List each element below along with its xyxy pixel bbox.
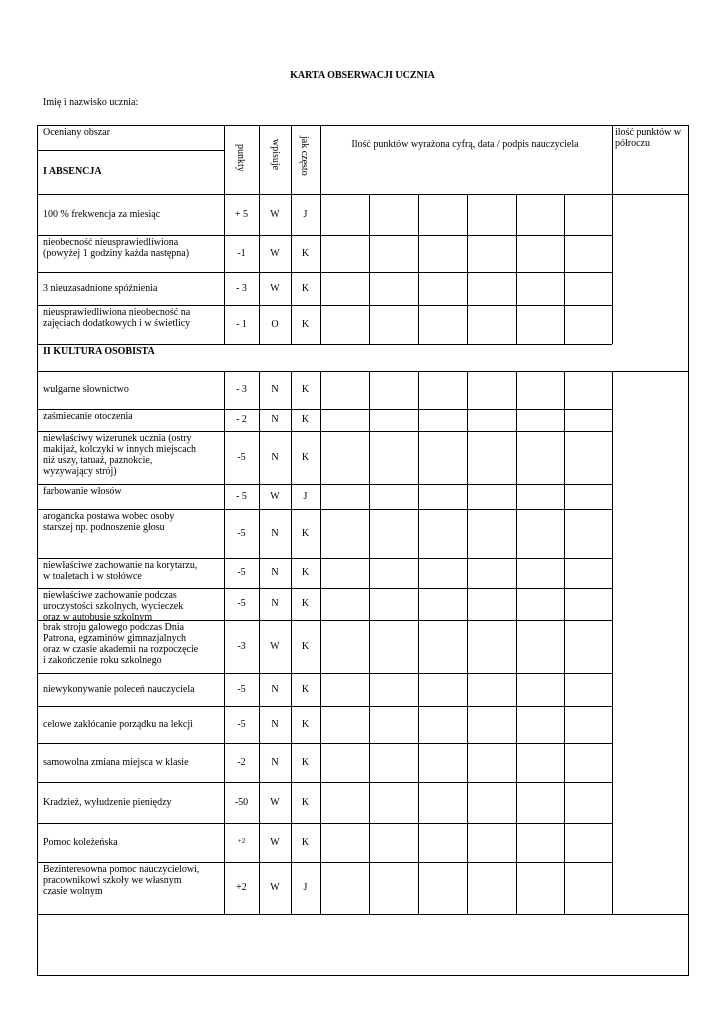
teacher-entry-cell[interactable]	[321, 510, 369, 558]
teacher-entry-cell[interactable]	[565, 621, 612, 673]
row-description	[43, 384, 129, 395]
row-frequency: K	[301, 318, 310, 330]
teacher-entry-cell[interactable]	[565, 824, 612, 862]
row-frequency: K	[301, 756, 310, 768]
teacher-entry-cell[interactable]	[468, 824, 516, 862]
teacher-entry-cell[interactable]	[419, 432, 467, 484]
row-points: -1	[237, 247, 246, 259]
row-description-line: niewykonywanie poleceń nauczyciela	[43, 683, 195, 695]
row-description-line: starszej np. podnoszenie głosu	[43, 522, 165, 533]
teacher-entry-cell[interactable]	[370, 306, 418, 344]
teacher-entry-cell[interactable]	[419, 273, 467, 305]
row-entered-by: N	[271, 567, 279, 578]
teacher-entry-cell[interactable]	[565, 589, 612, 620]
semester-total-cell-absence[interactable]	[613, 195, 688, 344]
header-column-line	[259, 126, 260, 194]
row-description-line: oraz w autobusie szkolnym	[43, 612, 153, 623]
teacher-entry-cell[interactable]	[370, 236, 418, 272]
row-entered-by: W	[270, 796, 280, 808]
row-description-line: w toaletach i w stołówce	[43, 571, 142, 582]
teacher-entry-cell[interactable]	[419, 589, 467, 620]
row-frequency: K	[301, 384, 310, 395]
row-description	[43, 797, 172, 808]
row-description	[43, 237, 189, 259]
teacher-entry-cell[interactable]	[565, 744, 612, 782]
row-description-line: samowolna zmiana miejsca w klasie	[43, 756, 189, 768]
teacher-entry-cell[interactable]	[517, 621, 564, 673]
form-title: KARTA OBSERWACJI UCZNIA	[290, 70, 435, 81]
teacher-entry-cell[interactable]	[419, 621, 467, 673]
row-description	[43, 411, 133, 422]
row-points: -5	[237, 527, 246, 539]
row-points: -5	[237, 683, 246, 695]
row-description	[43, 590, 183, 623]
header-enters: wpisuje	[270, 139, 281, 171]
teacher-entry-cell[interactable]	[468, 863, 516, 914]
row-description-line: celowe zakłócanie porządku na lekcji	[43, 718, 193, 730]
teacher-entry-cell[interactable]	[321, 236, 369, 272]
row-description-line: makijaż, kolczyki w innych miejscach	[43, 444, 197, 455]
row-description-line: uroczystości szkolnych, wycieczek	[43, 601, 184, 612]
teacher-entry-cell[interactable]	[321, 621, 369, 673]
teacher-entry-cell[interactable]	[370, 273, 418, 305]
teacher-entry-cell[interactable]	[321, 824, 369, 862]
teacher-entry-cell[interactable]	[565, 485, 612, 509]
row-description-line: oraz w czasie akademii na rozpoczęcie	[43, 644, 199, 655]
teacher-entry-cell[interactable]	[321, 195, 369, 235]
row-entered-by: W	[270, 208, 280, 220]
teacher-entry-cell[interactable]	[468, 195, 516, 235]
row-entered-by: W	[270, 882, 280, 893]
teacher-entry-cell[interactable]	[419, 674, 467, 706]
row-entered-by: N	[271, 451, 279, 463]
row-description-line: 3 nieuzasadnione spóźnienia	[43, 282, 158, 294]
teacher-entry-cell[interactable]	[370, 744, 418, 782]
teacher-entry-cell[interactable]	[468, 621, 516, 673]
row-frequency: K	[301, 836, 310, 848]
teacher-entry-cell[interactable]	[468, 589, 516, 620]
section-title-personal-culture: II KULTURA OSOBISTA	[43, 346, 155, 357]
header-semester-total: ilość punktów w półroczu	[615, 127, 682, 149]
teacher-entry-cell[interactable]	[468, 744, 516, 782]
teacher-entry-cell[interactable]	[517, 589, 564, 620]
teacher-entry-cell[interactable]	[419, 783, 467, 823]
row-entered-by: N	[271, 527, 279, 539]
teacher-entry-cell[interactable]	[321, 707, 369, 743]
teacher-entry-cell[interactable]	[468, 372, 516, 409]
row-description	[43, 757, 189, 768]
teacher-entry-cell[interactable]	[468, 783, 516, 823]
teacher-entry-cell[interactable]	[517, 195, 564, 235]
row-points: - 3	[236, 282, 247, 294]
row-description	[43, 560, 197, 582]
teacher-entry-cell[interactable]	[321, 674, 369, 706]
teacher-entry-cell[interactable]	[419, 707, 467, 743]
teacher-entry-cell[interactable]	[468, 306, 516, 344]
row-description-line: czasie wolnym	[43, 886, 103, 897]
row-points: -5	[237, 451, 246, 463]
row-points: -5	[237, 598, 246, 609]
row-description	[43, 307, 190, 329]
teacher-entry-cell[interactable]	[468, 410, 516, 431]
teacher-entry-cell[interactable]	[321, 410, 369, 431]
teacher-entry-cell[interactable]	[468, 485, 516, 509]
teacher-entry-cell[interactable]	[565, 195, 612, 235]
teacher-entry-cell[interactable]	[565, 510, 612, 558]
row-entered-by: N	[271, 598, 279, 609]
teacher-entry-cell[interactable]	[565, 306, 612, 344]
header-teacher-columns: Ilość punktów wyrażona cyfrą, data / podpis nauczyciela	[351, 139, 579, 150]
teacher-entry-cell[interactable]	[565, 273, 612, 305]
row-description-line: Pomoc koleżeńska	[43, 836, 118, 848]
semester-total-cell-culture[interactable]	[613, 372, 688, 914]
teacher-entry-cell[interactable]	[468, 273, 516, 305]
row-entered-by: W	[270, 282, 280, 294]
row-points: - 2	[236, 414, 247, 425]
row-frequency: K	[301, 451, 310, 463]
teacher-entry-cell[interactable]	[517, 510, 564, 558]
row-frequency: K	[301, 718, 310, 730]
row-description-line: nieusprawiedliwiona nieobecność na	[43, 307, 191, 318]
teacher-entry-cell[interactable]	[517, 559, 564, 588]
teacher-entry-cell[interactable]	[370, 621, 418, 673]
teacher-entry-cell[interactable]	[565, 707, 612, 743]
observation-table	[37, 125, 689, 976]
row-description	[43, 864, 199, 897]
row-frequency: K	[301, 414, 310, 425]
teacher-entry-cell[interactable]	[419, 372, 467, 409]
row-points: - 5	[236, 490, 247, 502]
teacher-entry-cell[interactable]	[370, 707, 418, 743]
teacher-entry-cell[interactable]	[370, 485, 418, 509]
row-points: +2	[237, 836, 246, 845]
row-entered-by: W	[270, 640, 280, 652]
teacher-entry-cell[interactable]	[517, 236, 564, 272]
teacher-entry-cell[interactable]	[321, 863, 369, 914]
teacher-entry-cell[interactable]	[419, 236, 467, 272]
teacher-entry-cell[interactable]	[370, 372, 418, 409]
teacher-entry-cell[interactable]	[370, 559, 418, 588]
teacher-entry-cell[interactable]	[419, 863, 467, 914]
row-points: -5	[237, 718, 246, 730]
row-entered-by: N	[271, 414, 279, 425]
teacher-entry-cell[interactable]	[565, 236, 612, 272]
row-points: - 3	[236, 384, 247, 395]
teacher-entry-cell[interactable]	[321, 744, 369, 782]
teacher-entry-cell[interactable]	[565, 863, 612, 914]
row-entered-by: N	[271, 718, 279, 730]
teacher-entry-cell[interactable]	[321, 783, 369, 823]
row-description	[43, 209, 160, 220]
row-points: -50	[234, 796, 249, 808]
teacher-entry-cell[interactable]	[419, 559, 467, 588]
row-frequency: K	[301, 567, 310, 578]
row-description	[43, 684, 195, 695]
teacher-entry-cell[interactable]	[370, 589, 418, 620]
row-entered-by: N	[271, 384, 279, 395]
student-name-label: Imię i nazwisko ucznia:	[43, 97, 139, 108]
teacher-entry-cell[interactable]	[321, 432, 369, 484]
row-points: + 5	[234, 208, 249, 220]
row-frequency: K	[301, 598, 310, 609]
teacher-entry-cell[interactable]	[468, 432, 516, 484]
teacher-entry-cell[interactable]	[370, 863, 418, 914]
table-bottom-line	[38, 914, 688, 915]
teacher-entry-cell[interactable]	[565, 432, 612, 484]
teacher-entry-cell[interactable]	[370, 783, 418, 823]
teacher-entry-cell[interactable]	[419, 195, 467, 235]
row-description-line: niż uszy, tatuaż, paznokcie,	[43, 455, 153, 466]
row-frequency: K	[301, 247, 310, 259]
row-description-line: 100 % frekwencja za miesiąc	[43, 208, 161, 220]
row-description	[43, 719, 193, 730]
teacher-entry-cell[interactable]	[468, 510, 516, 558]
teacher-entry-cell[interactable]	[468, 674, 516, 706]
teacher-entry-cell[interactable]	[565, 783, 612, 823]
teacher-entry-cell[interactable]	[517, 707, 564, 743]
row-frequency: K	[301, 640, 310, 652]
row-description-line: wulgarne słownictwo	[43, 384, 129, 395]
teacher-entry-cell[interactable]	[370, 824, 418, 862]
row-frequency: K	[301, 527, 310, 539]
row-points: -3	[237, 640, 246, 652]
row-description-line: niewłaściwy wizerunek ucznia (ostry	[43, 433, 192, 444]
header-column-line	[320, 126, 321, 194]
header-frequency: jak często	[299, 136, 310, 176]
teacher-entry-cell[interactable]	[517, 485, 564, 509]
teacher-entry-cell[interactable]	[370, 195, 418, 235]
teacher-entry-cell[interactable]	[468, 707, 516, 743]
row-points: -5	[237, 567, 246, 578]
teacher-entry-cell[interactable]	[565, 559, 612, 588]
row-description-line: zajęciach dodatkowych i w świetlicy	[43, 318, 191, 329]
row-description	[43, 486, 122, 497]
row-entered-by: W	[270, 490, 280, 502]
header-column-line	[612, 126, 613, 194]
teacher-entry-cell[interactable]	[321, 273, 369, 305]
teacher-entry-cell[interactable]	[517, 306, 564, 344]
row-description-line: (powyżej 1 godziny każda następna)	[43, 248, 190, 259]
teacher-entry-cell[interactable]	[419, 744, 467, 782]
teacher-entry-cell[interactable]	[370, 410, 418, 431]
teacher-entry-cell[interactable]	[419, 306, 467, 344]
row-entered-by: N	[271, 683, 279, 695]
header-points: punkty	[235, 144, 246, 172]
row-description	[43, 283, 157, 294]
teacher-entry-cell[interactable]	[419, 485, 467, 509]
row-description-line: Bezinteresowna pomoc nauczycielowi,	[43, 864, 200, 875]
row-description-line: brak stroju galowego podczas Dnia	[43, 622, 185, 633]
teacher-entry-cell[interactable]	[517, 273, 564, 305]
teacher-entry-cell[interactable]	[517, 824, 564, 862]
row-points: +2	[236, 882, 247, 893]
row-frequency: J	[303, 882, 308, 893]
teacher-entry-cell[interactable]	[468, 559, 516, 588]
section-title-absence: I ABSENCJA	[43, 166, 102, 177]
header-column-line	[224, 126, 225, 194]
teacher-entry-cell[interactable]	[565, 674, 612, 706]
teacher-entry-cell[interactable]	[517, 783, 564, 823]
teacher-entry-cell[interactable]	[419, 510, 467, 558]
teacher-entry-cell[interactable]	[370, 674, 418, 706]
table-row-border	[38, 344, 612, 345]
teacher-entry-cell[interactable]	[517, 744, 564, 782]
row-description-line: arogancka postawa wobec osoby	[43, 511, 175, 522]
header-area: Oceniany obszar	[43, 127, 110, 138]
row-points: -2	[237, 756, 246, 768]
teacher-entry-cell[interactable]	[321, 306, 369, 344]
teacher-entry-cell[interactable]	[517, 410, 564, 431]
row-frequency: J	[303, 490, 308, 502]
header-area-divider	[38, 150, 224, 151]
row-description-line: farbowanie włosów	[43, 486, 122, 497]
teacher-entry-cell[interactable]	[419, 824, 467, 862]
teacher-entry-cell[interactable]	[321, 559, 369, 588]
teacher-entry-cell[interactable]	[321, 589, 369, 620]
row-description-line: nieobecność nieusprawiedliwiona	[43, 237, 179, 248]
teacher-entry-cell[interactable]	[517, 432, 564, 484]
row-points: - 1	[236, 318, 247, 330]
row-entered-by: N	[271, 756, 279, 768]
teacher-entry-cell[interactable]	[517, 863, 564, 914]
row-description-line: zaśmiecanie otoczenia	[43, 411, 133, 422]
teacher-entry-cell[interactable]	[517, 674, 564, 706]
row-frequency: J	[303, 208, 308, 220]
row-entered-by: O	[271, 318, 279, 330]
row-frequency: K	[301, 796, 310, 808]
row-description-line: niewłaściwe zachowanie podczas	[43, 590, 177, 601]
teacher-entry-cell[interactable]	[321, 372, 369, 409]
teacher-entry-cell[interactable]	[419, 410, 467, 431]
row-description	[43, 511, 174, 533]
row-description	[43, 622, 198, 666]
row-description-line: Patrona, egzaminów gimnazjalnych	[43, 633, 187, 644]
header-column-line	[291, 126, 292, 194]
teacher-entry-cell[interactable]	[517, 372, 564, 409]
row-entered-by: W	[270, 247, 280, 259]
teacher-entry-cell[interactable]	[565, 372, 612, 409]
teacher-entry-cell[interactable]	[370, 432, 418, 484]
teacher-entry-cell[interactable]	[565, 410, 612, 431]
row-description	[43, 433, 196, 477]
row-description-line: pracownikowi szkoły we własnym	[43, 875, 182, 886]
teacher-entry-cell[interactable]	[321, 485, 369, 509]
row-entered-by: W	[270, 836, 280, 848]
teacher-entry-cell[interactable]	[370, 510, 418, 558]
row-description-line: wyzywający strój)	[43, 466, 117, 477]
teacher-entry-cell[interactable]	[468, 236, 516, 272]
row-frequency: K	[301, 683, 310, 695]
row-description	[43, 837, 118, 848]
row-description-line: i zakończenie roku szkolnego	[43, 655, 162, 666]
row-description-line: Kradzież, wyłudzenie pieniędzy	[43, 796, 172, 808]
row-description-line: niewłaściwe zachowanie na korytarzu,	[43, 560, 198, 571]
row-frequency: K	[301, 282, 310, 294]
